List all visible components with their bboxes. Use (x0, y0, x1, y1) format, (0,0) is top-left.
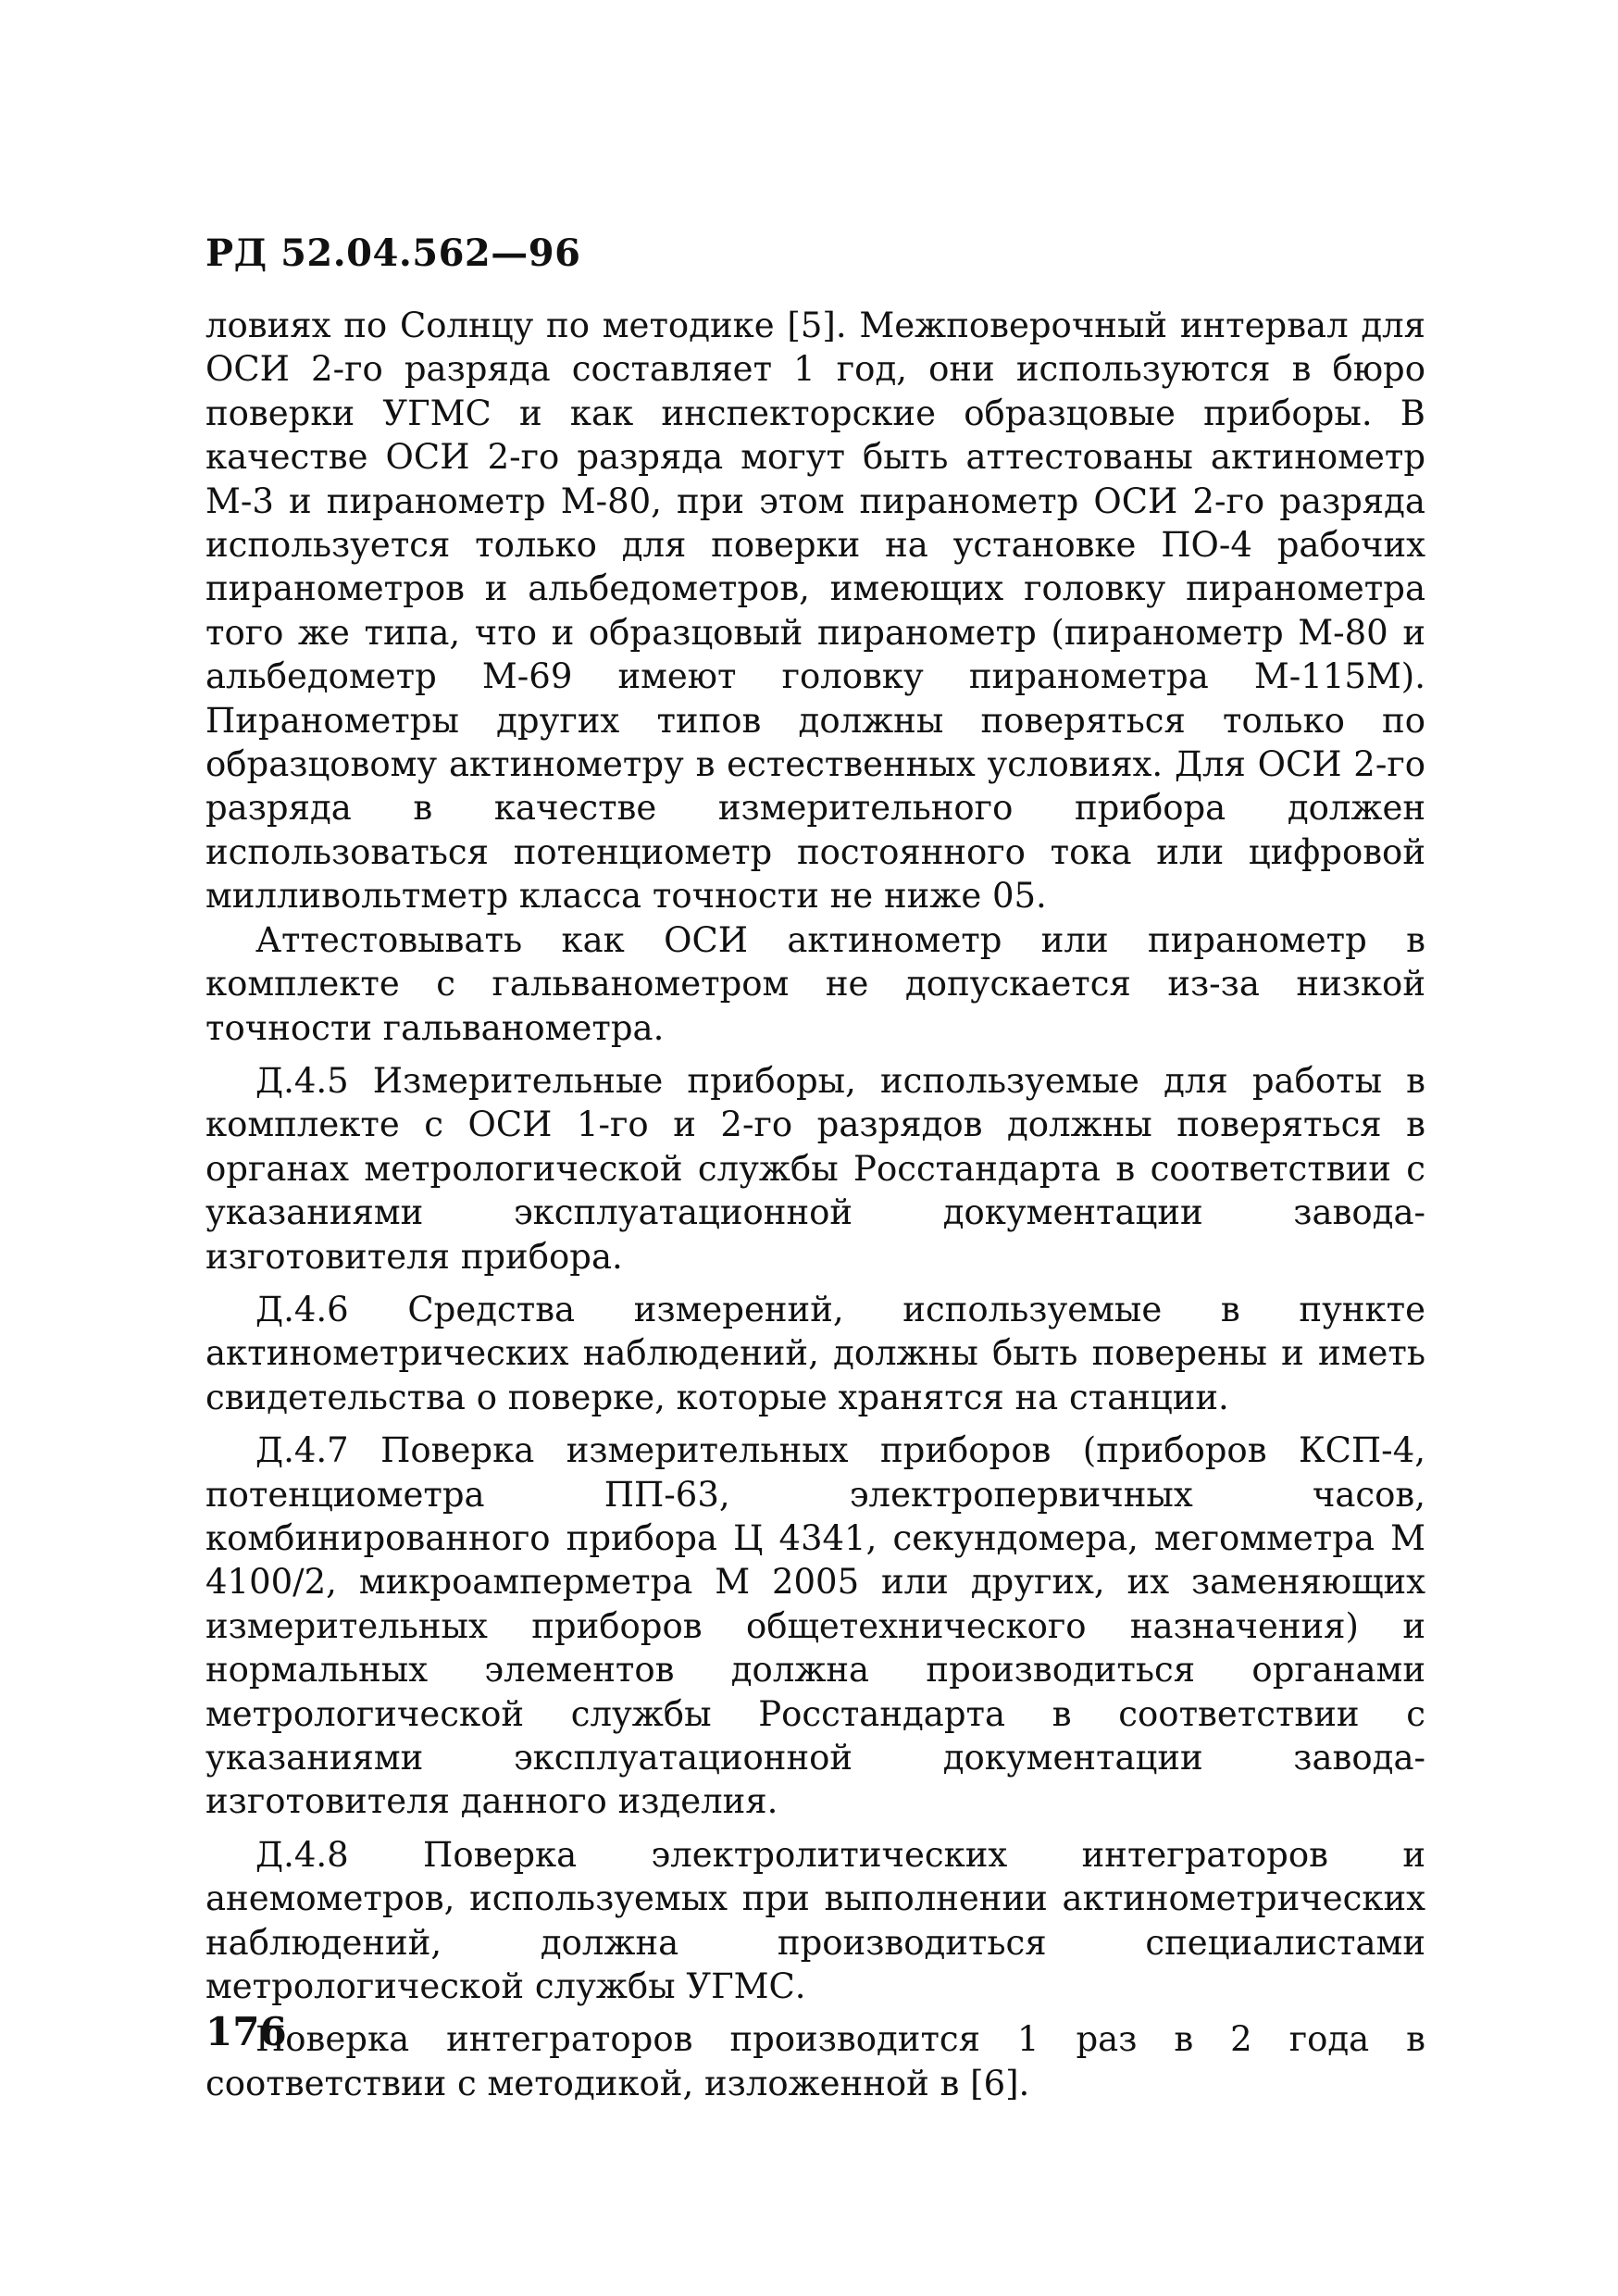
paragraph-d-4-6: Д.4.6 Средства измерений, используемые в пункте актинометрических наблюдений, должны быть поверены и иметь свидетельства о поверке, которые хранятся на станции. (205, 1289, 1425, 1417)
paragraph-d-4-5: Д.4.5 Измерительные приборы, используемые для работы в комплекте с ОСИ 1-го и 2-го разрядов должны поверяться в органах метрологической службы Росстандарта в соответствии с указаниями эксплуатационной документации завода-изготовителя прибора. (205, 1060, 1425, 1277)
paragraph-integrators: Поверка интеграторов производится 1 раз в 2 года в соответствии с методикой, изложенной в [6]. (205, 2019, 1425, 2103)
paragraph-continuation: ловиях по Солнцу по методике [5]. Межповерочный интервал для ОСИ 2-го разряда составляет 1 год, они используются в бюро поверки УГМС и как инспекторские образцовые приборы. В качестве ОСИ 2-го разряда могут быть аттестованы актинометр М-3 и пиранометр М-80, при этом пиранометр ОСИ 2-го разряда используется только для поверки на установке ПО-4 рабочих пиранометров и альбедометров, имеющих головку пиранометра того же типа, что и образцовый пиранометр (пиранометр М-80 и альбедометр М-69 имеют головку пиранометра М-115М). Пиранометры других типов должны поверяться только по образцовому актинометру в естественных условиях. Для ОСИ 2-го разряда в качестве измерительного прибора должен использоваться потенциометр постоянного тока или цифровой милливольтметр класса точности не ниже 05. (205, 306, 1425, 917)
page-number: 176 (205, 2009, 287, 2054)
document-header: РД 52.04.562—96 (205, 231, 581, 275)
document-body (205, 304, 1425, 2105)
paragraph-d-4-7: Д.4.7 Поверка измерительных приборов (приборов КСП-4, потенциометра ПП-63, электропервичных часов, комбинированного прибора Ц 4341, секундомера, мегомметра М 4100/2, микроамперметра М 2005 или других, их заменяющих измерительных приборов общетехнического назначения) и нормальных элементов должна производиться органами метрологической службы Росстандарта в соответствии с указаниями эксплуатационной документации завода-изготовителя данного изделия. (205, 1430, 1425, 1822)
paragraph-attestation: Аттестовывать как ОСИ актинометр или пиранометр в комплекте с гальванометром не допускается из-за низкой точности гальванометра. (205, 919, 1425, 1048)
paragraph-d-4-8: Д.4.8 Поверка электролитических интеграторов и анемометров, используемых при выполнении актинометрических наблюдений, должна производиться специалистами метрологической службы УГМС. (205, 1834, 1425, 2007)
